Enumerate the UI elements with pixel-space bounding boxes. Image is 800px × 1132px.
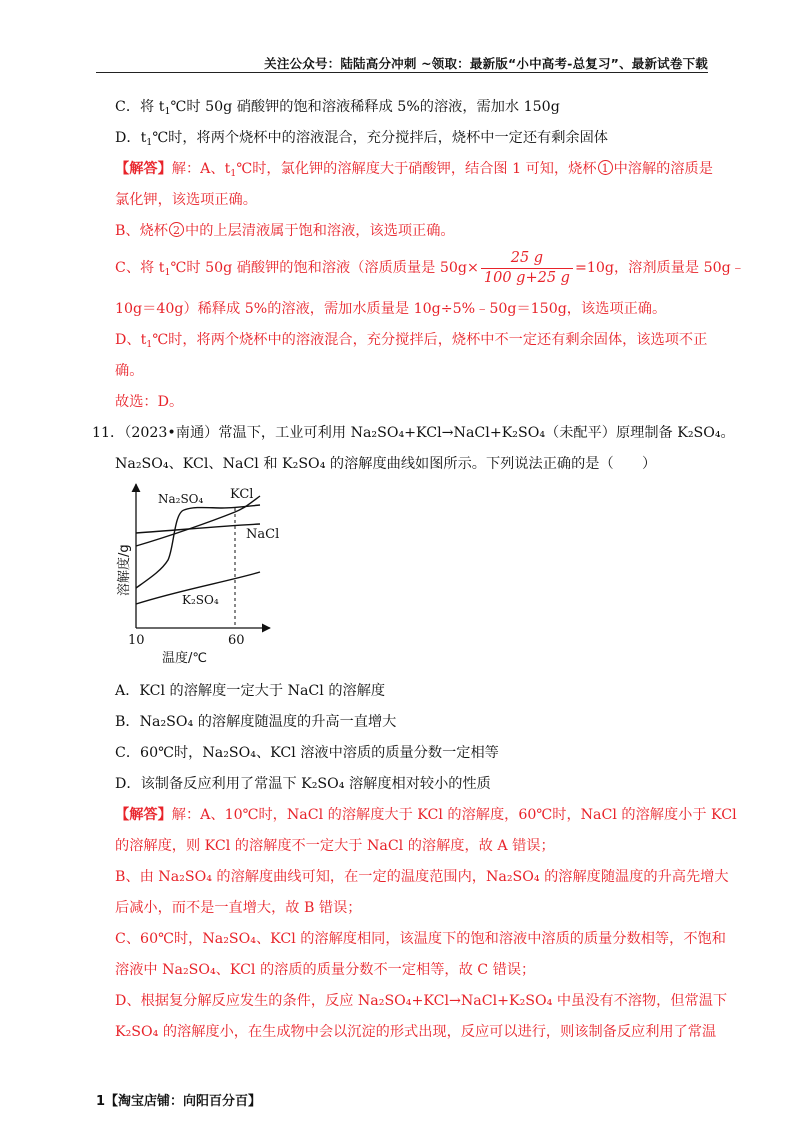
mass-fraction: $\frac{25 g}{100 g+25 g}$ xyxy=(481,249,573,288)
q11-option-b: B．Na₂SO₄ 的溶解度随温度的升高一直增大 xyxy=(115,714,397,730)
beaker-2-marker: 2 xyxy=(169,222,184,237)
curve-na2so4 xyxy=(136,505,260,588)
q11-answer-b-line2: 后减小，而不是一直增大，故 B 错误； xyxy=(115,900,362,916)
answer-tag: 【解答】 xyxy=(115,807,172,823)
q10-answer-c-line2: 10g＝40g）稀释成 5%的溶液，需加水质量是 10g÷5%﹣50g＝150g，该选项正确。 xyxy=(115,301,667,317)
x-axis-label: 温度/℃ xyxy=(162,651,207,666)
q11-option-d: D．该制备反应利用了常温下 K₂SO₄ 溶解度相对较小的性质 xyxy=(115,776,491,792)
q11-answer-a-line2: 的溶解度，则 KCl 的溶解度不一定大于 NaCl 的溶解度，故 A 错误； xyxy=(115,838,555,854)
q10-option-d: D．$t_1℃$时，将两个烧杯中的溶液混合，充分搅拌后，烧杯中一定还有剩余固体 xyxy=(115,130,608,148)
q11-answer-a-line1: 【解答】解：A、10℃时，NaCl 的溶解度大于 KCl 的溶解度，60℃时，NaCl 的溶解度小于 KCl xyxy=(115,807,737,823)
q11-stem-line2: Na₂SO₄、KCl、NaCl 和 K₂SO₄ 的溶解度曲线如图所示。下列说法正确的是（ ） xyxy=(115,456,657,472)
q10-answer-c-line1: C、将 $t_1℃$时 50g 硝酸钾的饱和溶液（溶质质量是 50g× $\frac{25 g}{100 g+25 g}$ =10g，溶剂质量是 50g﹣ xyxy=(115,249,745,286)
solubility-chart xyxy=(117,478,290,668)
x-tick-60: 60 xyxy=(228,633,245,648)
q11-option-c: C．60℃时，Na₂SO₄、KCl 溶液中溶质的质量分数一定相等 xyxy=(115,745,499,761)
q10-option-c: C．将 $t_1℃$时 50g 硝酸钾的饱和溶液稀释成 5%的溶液，需加水 150g xyxy=(115,99,560,117)
q11-answer-c-line2: 溶液中 Na₂SO₄、KCl 的溶质的质量分数不一定相等，故 C 错误； xyxy=(115,962,536,978)
q10-choice: 故选：D。 xyxy=(115,394,184,410)
label-na2so4: Na₂SO₄ xyxy=(158,492,204,506)
y-axis-label: 溶解度/g xyxy=(117,544,132,596)
q10-answer-a-line1: 【解答】解：A、$t_1℃$时，氯化钾的溶解度大于硝酸钾，结合图 1 可知，烧杯 1 中溶解的溶质是 xyxy=(115,161,713,179)
x-tick-10: 10 xyxy=(128,633,145,648)
page-footer: 1【淘宝店铺：向阳百分百】 xyxy=(96,1094,262,1109)
beaker-1-marker: 1 xyxy=(598,160,613,175)
q11-answer-b-line1: B、由 Na₂SO₄ 的溶解度曲线可知，在一定的温度范围内，Na₂SO₄ 的溶解度随温度的升高先增大 xyxy=(115,869,729,885)
q10-answer-d-line1: D、$t_1℃$时，将两个烧杯中的溶液混合，充分搅拌后，烧杯中不一定还有剩余固体，该选项不正 xyxy=(115,332,708,350)
q11-stem-line1: 11．（2023•南通）常温下，工业可利用 Na₂SO₄+KCl→NaCl+K₂SO₄（未配平）原理制备 K₂SO₄。 xyxy=(92,425,735,441)
answer-tag: 【解答】 xyxy=(115,161,172,177)
q11-answer-d-line2: K₂SO₄ 的溶解度小，在生成物中会以沉淀的形式出现，反应可以进行，则该制备反应利用了常温 xyxy=(115,1024,717,1040)
q10-answer-a-line2: 氯化钾，该选项正确。 xyxy=(115,192,257,208)
q11-answer-d-line1: D、根据复分解反应发生的条件，反应 Na₂SO₄+KCl→NaCl+K₂SO₄ 中虽没有不溶物，但常温下 xyxy=(115,993,728,1009)
label-kcl: KCl xyxy=(230,487,254,502)
label-nacl: NaCl xyxy=(246,527,280,542)
q11-answer-c-line1: C、60℃时，Na₂SO₄、KCl 的溶解度相同，该温度下的饱和溶液中溶质的质量分数相等，不饱和 xyxy=(115,931,726,947)
q11-option-a: A．KCl 的溶解度一定大于 NaCl 的溶解度 xyxy=(115,683,386,699)
label-k2so4: K₂SO₄ xyxy=(182,593,219,607)
page-header: 关注公众号：陆陆高分冲刺 ~领取：最新版“小中高考-总复习”、最新试卷下载 xyxy=(264,56,708,71)
q10-answer-b: B、烧杯 2 中的上层清液属于饱和溶液，该选项正确。 xyxy=(115,223,455,239)
q10-answer-d-line2: 确。 xyxy=(115,363,144,379)
header-rule xyxy=(96,72,708,73)
